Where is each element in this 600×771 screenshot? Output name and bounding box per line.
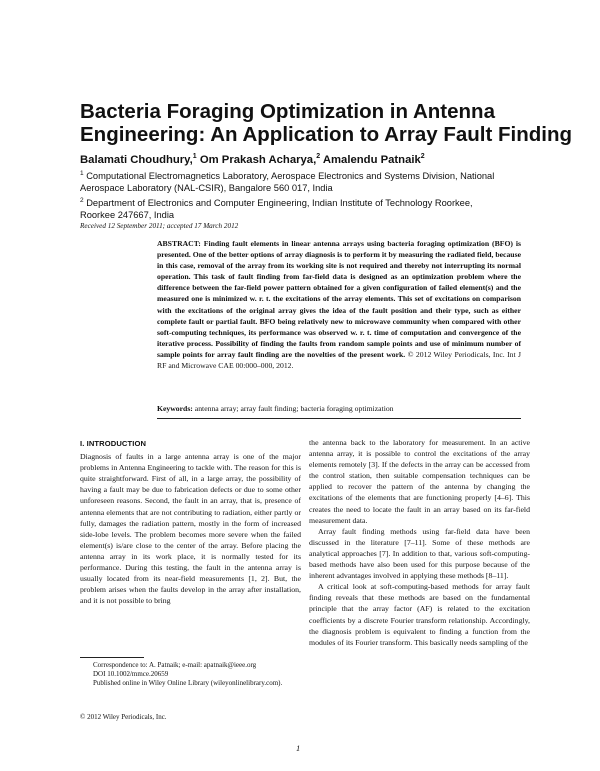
footnote-divider [80,657,144,658]
body-paragraph: Diagnosis of faults in a large antenna array is one of the major problems in Antenna Engineering to tackle with. The reason for this is quite straightforward. First of all, in a large array, the possibility of having a fault may be due to fabrication defects or due to some other unforeseen reasons. Second, the fault in an array, that is, presence of antenna elements that are not contributing to radiation, either partly or fully, damages the radiation pattern, mostly in the form of increased side-lobe levels. The problem becomes more severe when the failed element(s) is/are close to the center of the array. Before placing the antenna array in its work place, it is normally tested for its performance. During this testing, the fault in the antenna array is usually located from its near-field measurements [1, 2]. But, the problem arises when the faults develop in the array after installation, and it is not possible to bring [80,452,301,606]
abstract-body: Finding fault elements in linear antenna arrays using bacteria foraging optimization (BFO) is presented. One of the better options of array diagnosis is to perform it by measuring the radiated field, because in this case, removal of the array from its working site is not required and thereby not interrupting its normal operation. This task of fault finding from far-field data is designed as an optimization problem where the difference between the far-field power pattern obtained for a given configuration of failed element(s) and the measured one is minimized w. r. t. the excitations of the array elements. This set of excitations on comparison with the excitations of the original array gives the idea of the fault position and their type, such as either complete fault or partial fault. BFO being relatively new to microwave community when compared with other soft-computing techniques, its performance was observed w. r. t. time of computation and convergence of the iterative process. Possibility of finding the faults from random sample points and use of minimum number of sample points for array fault finding are the novelties of the present work. [157,239,521,359]
section-heading: I. INTRODUCTION [80,439,147,448]
affiliation-text: Department of Electronics and Computer Engineering, Indian Institute of Technology Roorkee, [86,197,473,208]
author-name: Om Prakash Acharya, [199,153,317,166]
author-affiliation-mark: 1 [192,153,197,160]
body-column-right [309,437,530,648]
paper-title-line: Engineering: An Application to Array Fault Finding [80,123,572,146]
affiliation-mark: 1 [80,170,84,177]
paper-title [80,100,572,146]
affiliation-line: Aerospace Laboratory (NAL-CSIR), Bangalore 560 017, India [80,182,333,193]
body-paragraph: Array fault finding methods using far-field data have been discussed in the literature [7–11]. Some of these methods are analytical approaches [7]. In addition to that, various soft-computing-based methods have also been used for this purpose because of the inherent advantages involved in applying these methods [8–11]. [309,526,530,581]
affiliation-line [80,195,542,210]
body-paragraph: the antenna back to the laboratory for measurement. In an active antenna array, it is possible to control the excitations of the array elements remotely [3]. If the defects in the array can be accessed from the control station, then suitable compensation techniques can be applied to recover the pattern of the antenna by changing the excitations of the elements that are functioning properly [4–6]. This creates the need to locate the fault in an array based on its far-field measurement data. [309,438,530,525]
published-online-line: Published online in Wiley Online Library (wileyonlinelibrary.com). [93,679,283,688]
page-number: 1 [296,743,301,753]
affiliation-line: Roorkee 247667, India [80,209,175,220]
affiliation-list [80,168,542,221]
affiliation [80,195,542,222]
affiliation-line [80,168,542,183]
abstract [157,238,521,371]
correspondence-line: Correspondence to: A. Patnaik; e-mail: apatnaik@ieee.org [93,661,257,669]
author-affiliation-mark: 2 [316,153,321,160]
affiliation [80,168,542,195]
body-column-left [80,438,301,606]
abstract-copyright: © 2012 Wiley Periodicals, Inc. Int J RF and Microwave CAE 00:000–000, 2012. [157,349,522,371]
abstract-label: ABSTRACT: [157,239,201,248]
keywords [157,404,521,413]
body-paragraph: A critical look at soft-computing-based methods for array fault finding reveals that these methods are based on the fundamental principle that the array factor (AF) is related to the excitation coefficients by a discrete Fourier transform relationship. Accordingly, the diagnosis problem is equivalent to finding a function from the modules of its Fourier transform. This basically needs sampling of the [309,582,530,647]
affiliation-text: Computational Electromagnetics Laboratory, Aerospace Electronics and Systems Division, National [86,171,495,182]
paper-title-line: Bacteria Foraging Optimization in Antenna [80,100,495,123]
doi-line: DOI 10.1002/mmce.20659 [93,670,169,679]
author-affiliation-mark: 2 [420,153,425,160]
author-name: Amalendu Patnaik [322,153,421,166]
keywords-text: antenna array; array fault finding; bacteria foraging optimization [194,404,394,413]
affiliation-mark: 2 [80,196,84,204]
author-list [80,153,540,166]
footnote [93,661,303,689]
author-name: Balamati Choudhury, [80,153,193,166]
copyright-footer: © 2012 Wiley Periodicals, Inc. [80,713,167,721]
keywords-divider [157,418,521,419]
received-dates: Received 12 September 2011; accepted 17 March 2012 [80,222,239,230]
keywords-label: Keywords: [157,404,193,413]
